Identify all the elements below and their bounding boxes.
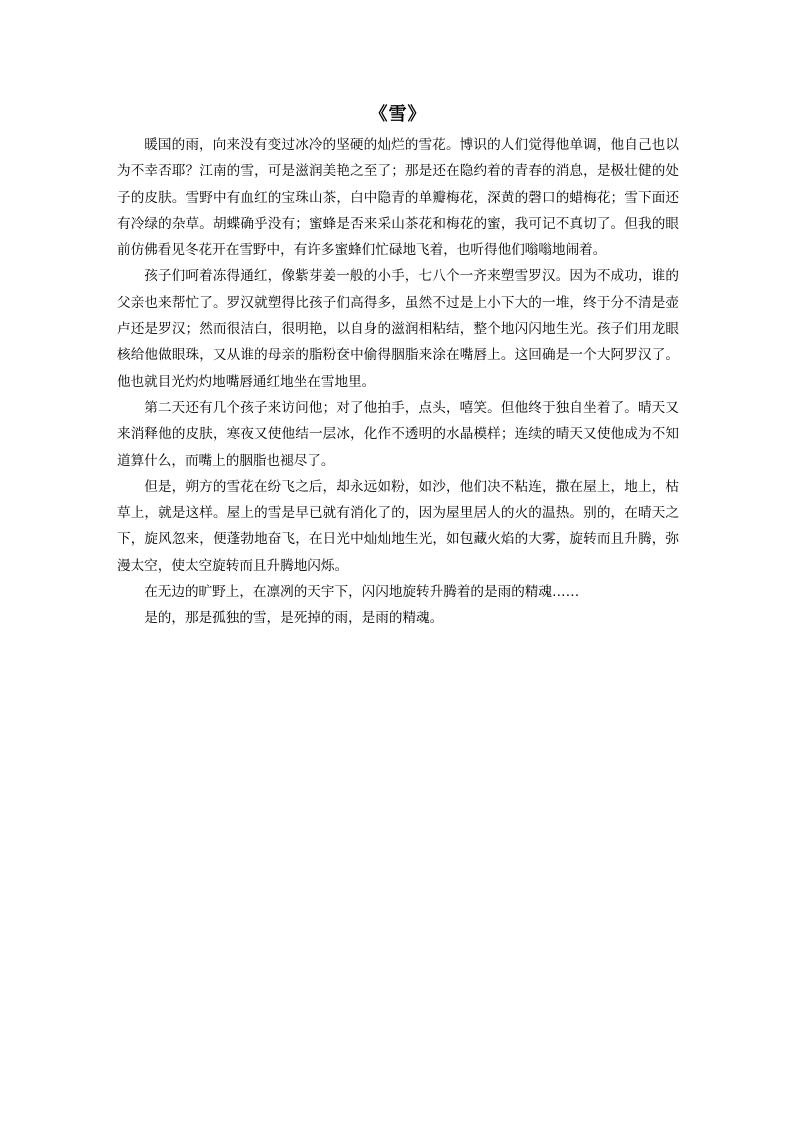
- document-title: 《雪》: [369, 104, 427, 125]
- paragraph-4: 但是，朔方的雪花在纷飞之后，却永远如粉，如沙，他们决不粘连，撒在屋上，地上，枯草上，就是这样。屋上的雪是早已就有消化了的，因为屋里居人的火的温热。别的，在晴天之下，旋风忽来，便蓬勃地奋飞，在日光中灿灿地生光，如包藏火焰的大雾，旋转而且升腾，弥漫太空，使太空旋转而且升腾地闪烁。: [117, 478, 679, 574]
- document-body: [117, 100, 679, 632]
- paragraph-6: 是的，那是孤独的雪，是死掉的雨，是雨的精魂。: [144, 610, 444, 627]
- paragraph-3: 第二天还有几个孩子来访问他；对了他拍手，点头，嘻笑。但他终于独自坐着了。晴天又来消释他的皮肤，寒夜又使他结一层冰，化作不透明的水晶模样；连续的晴天又使他成为不知道算什么，而嘴上的胭脂也褪尽了。: [117, 399, 679, 469]
- paragraph-1: 暖国的雨，向来没有变过冰冷的坚硬的灿烂的雪花。博识的人们觉得他单调，他自己也以为不幸否耶？江南的雪，可是滋润美艳之至了；那是还在隐约着的青春的消息，是极壮健的处子的皮肤。雪野中有血红的宝珠山茶，白中隐青的单瓣梅花，深黄的磬口的蜡梅花；雪下面还有冷绿的杂草。胡蝶确乎没有；蜜蜂是否来采山茶花和梅花的蜜，我可记不真切了。但我的眼前仿佛看见冬花开在雪野中，有许多蜜蜂们忙碌地飞着，也听得他们嗡嗡地闹着。: [117, 137, 679, 259]
- paragraph-2: 孩子们呵着冻得通红，像紫芽姜一般的小手，七八个一齐来塑雪罗汉。因为不成功，谁的父亲也来帮忙了。罗汉就塑得比孩子们高得多，虽然不过是上小下大的一堆，终于分不清是壶卢还是罗汉；然而很洁白，很明艳，以自身的滋润相粘结，整个地闪闪地生光。孩子们用龙眼核给他做眼珠，又从谁的母亲的脂粉奁中偷得胭脂来涂在嘴唇上。这回确是一个大阿罗汉了。他也就目光灼灼地嘴唇通红地坐在雪地里。: [117, 268, 679, 390]
- paragraph-5: 在无边的旷野上，在凛冽的天宇下，闪闪地旋转升腾着的是雨的精魂……: [144, 584, 580, 601]
